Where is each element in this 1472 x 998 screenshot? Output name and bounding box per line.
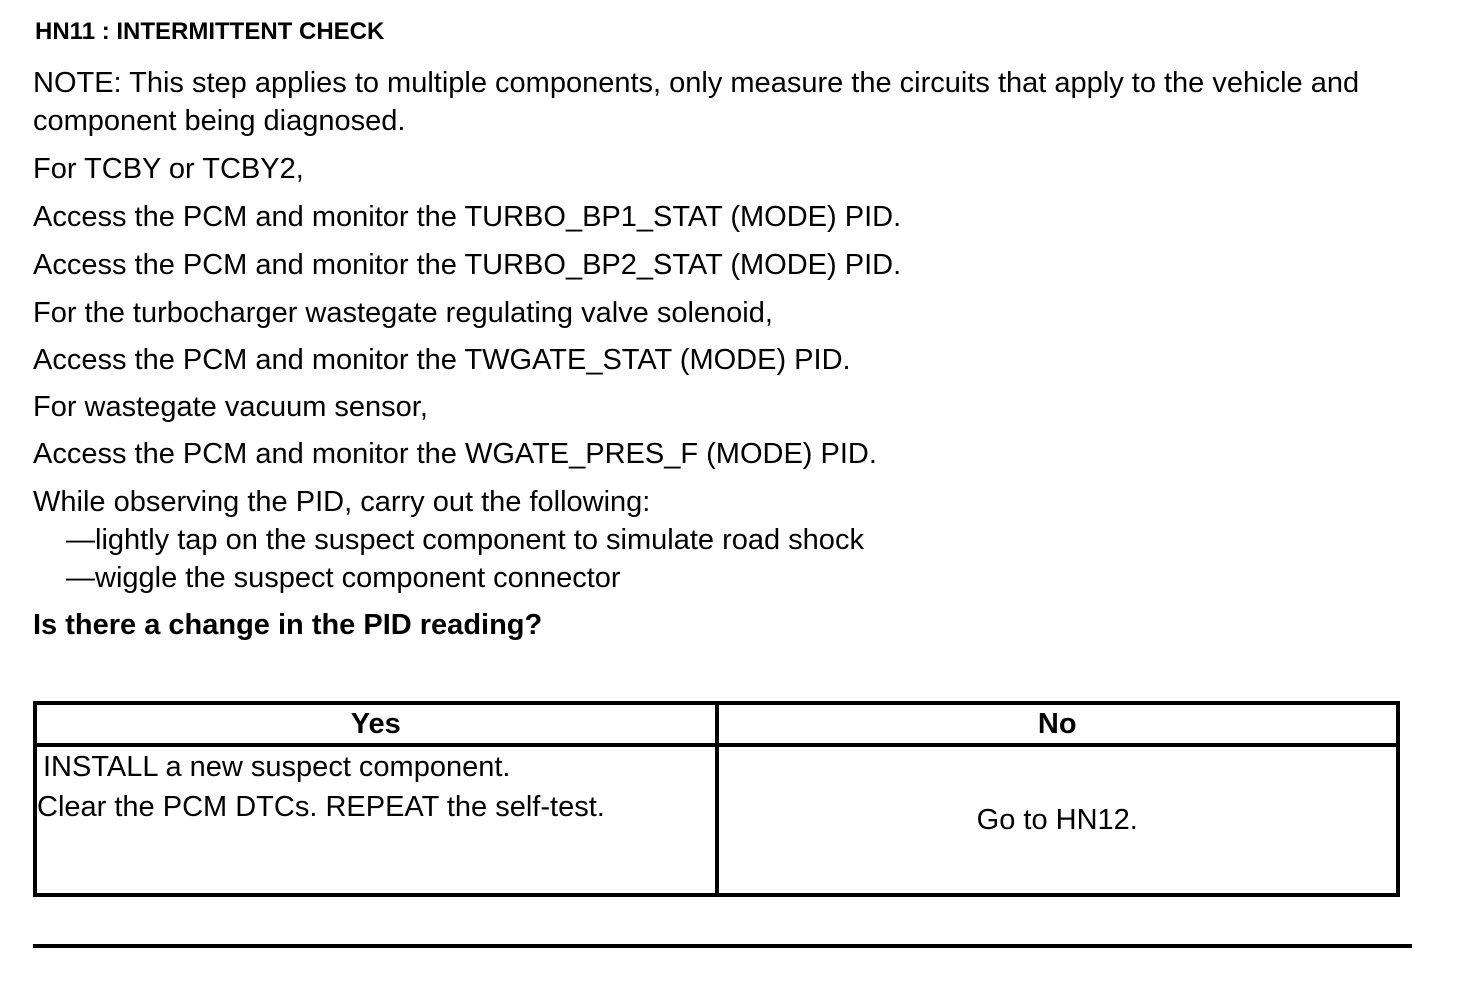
no-cell: Go to HN12. [717, 745, 1399, 895]
instruction-line: For the turbocharger wastegate regulating valve solenoid, [33, 297, 773, 329]
decision-table [33, 701, 1400, 897]
yes-cell [35, 745, 717, 895]
bullet-item: —wiggle the suspect component connector [66, 562, 621, 594]
instruction-line: Access the PCM and monitor the TURBO_BP2_STAT (MODE) PID. [33, 249, 902, 281]
page-title: HN11 : INTERMITTENT CHECK [35, 18, 385, 45]
instruction-line: While observing the PID, carry out the following: [33, 486, 651, 518]
table-header-row [35, 703, 1398, 745]
bullet-item: —lightly tap on the suspect component to simulate road shock [66, 524, 864, 556]
question-text: Is there a change in the PID reading? [33, 609, 543, 641]
instruction-line: Access the PCM and monitor the TWGATE_STAT (MODE) PID. [33, 344, 851, 376]
instruction-line: Access the PCM and monitor the WGATE_PRES_F (MODE) PID. [33, 438, 877, 470]
no-header: No [717, 703, 1399, 745]
instruction-line: For TCBY or TCBY2, [33, 153, 304, 185]
yes-header: Yes [35, 703, 717, 745]
table-row [35, 745, 1398, 895]
instruction-line: For wastegate vacuum sensor, [33, 391, 428, 423]
note-text: NOTE: This step applies to multiple components, only measure the circuits that apply to the vehicle and component being diagnosed. [33, 67, 1360, 137]
yes-action-line: INSTALL a new suspect component. [43, 751, 511, 783]
instruction-line: Access the PCM and monitor the TURBO_BP1_STAT (MODE) PID. [33, 201, 902, 233]
bottom-divider [33, 944, 1412, 948]
yes-action-line: Clear the PCM DTCs. REPEAT the self-test. [37, 791, 605, 823]
